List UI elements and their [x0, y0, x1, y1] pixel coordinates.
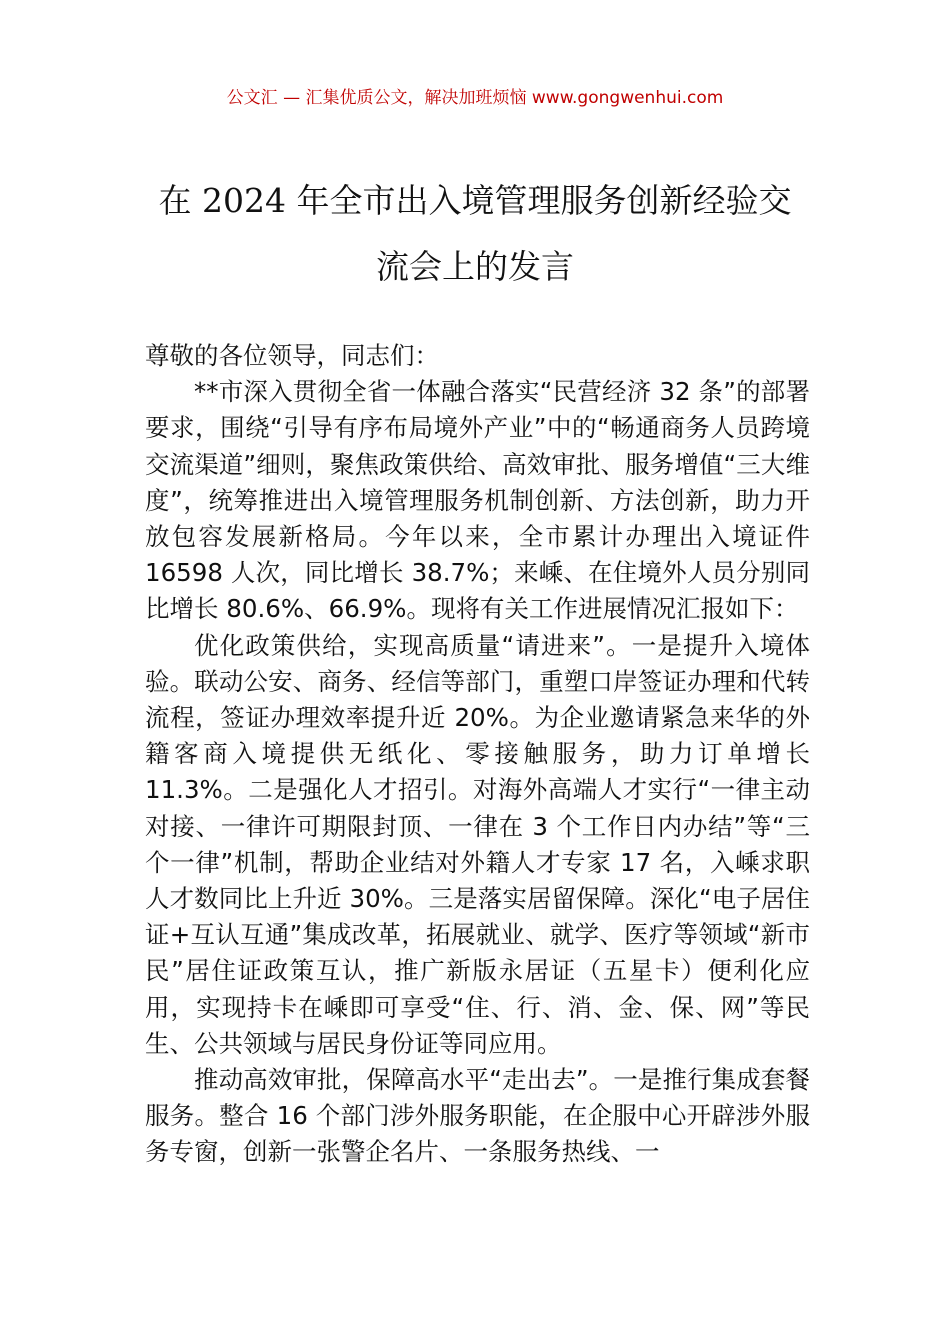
title-line-2: 流会上的发言 — [376, 247, 574, 286]
salutation: 尊敬的各位领导，同志们： — [145, 341, 439, 370]
paragraph-policy-supply: 优化政策供给，实现高质量“请进来”。一是提升入境体验。联动公安、商务、经信等部门，重塑口岸签证办理和代转流程，签证办理效率提升近 20%。为企业邀请紧急来华的外籍客商入境提供无纸化、零接触服务，助力订单增长 11.3%。二是强化人才招引。对海外高端人才实行“一律主动对接、一律许可期限封顶、一律在 3 个工作日内办结”等“三个一律”机制，帮助企业结对外籍人才专家 17 名，入嵊求职人才数同比上升近 30%。三是落实居留保障。深化“电子居住证+互认互通”集成改革，拓展就业、就学、医疗等领域“新市民”居住证政策互认，推广新版永居证（五星卡）便利化应用，实现持卡在嵊即可享受“住、行、消、金、保、网”等民生、公共领域与居民身份证等同应用。 — [145, 630, 810, 1058]
document-body — [145, 338, 810, 1171]
paragraph-efficient-approval: 推动高效审批，保障高水平“走出去”。一是推行集成套餐服务。整合 16 个部门涉外服务职能，在企服中心开辟涉外服务专窗，创新一张警企名片、一条服务热线、一 — [145, 1065, 810, 1167]
header-banner[interactable]: 公文汇 — 汇集优质公文，解决加班烦恼 www.gongwenhui.com — [226, 88, 724, 108]
title-line-1: 在 2024 年全市出入境管理服务创新经验交 — [158, 181, 792, 220]
page-title — [120, 168, 830, 300]
paragraph-intro: **市深入贯彻全省一体融合落实“民营经济 32 条”的部署要求，围绕“引导有序布局境外产业”中的“畅通商务人员跨境交流渠道”细则，聚焦政策供给、高效审批、服务增值“三大维度”，统筹推进出入境管理服务机制创新、方法创新，助力开放包容发展新格局。今年以来，全市累计办理出入境证件 16598 人次，同比增长 38.7%；来嵊、在住境外人员分别同比增长 80.6%、66.9%。现将有关工作进展情况汇报如下： — [145, 377, 810, 624]
